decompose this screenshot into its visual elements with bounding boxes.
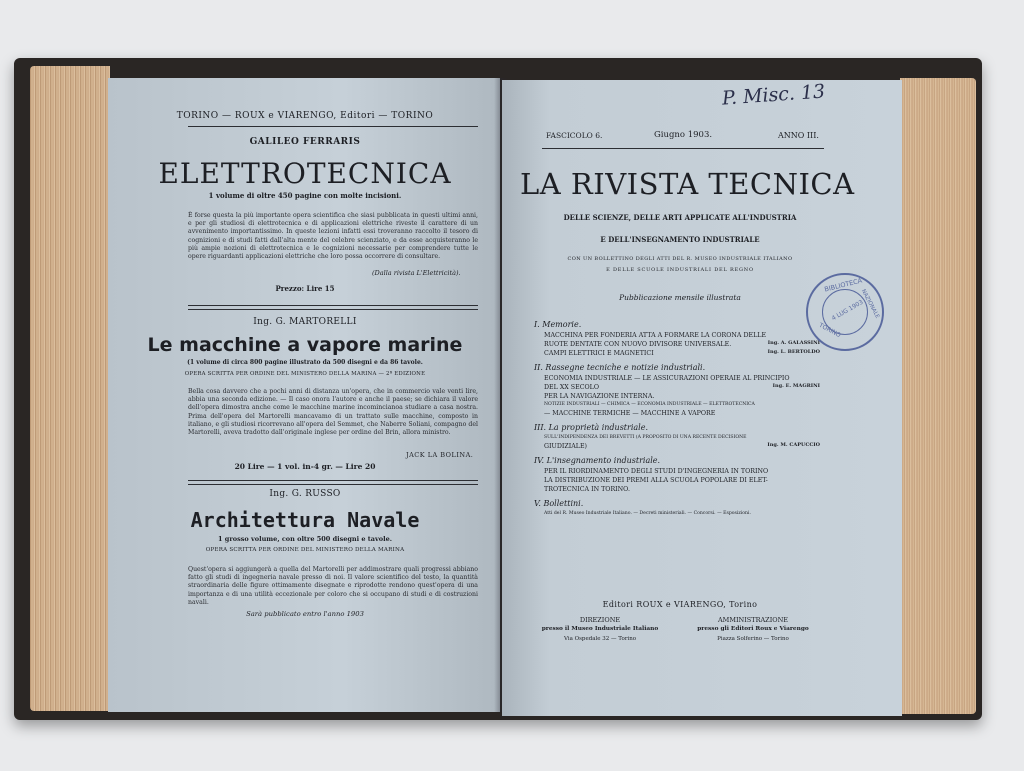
toc-author: Ing. M. CAPUCCIO <box>767 442 820 448</box>
ad1-body: È forse questa la più importante opera scientifica che siasi pubblicata in questi ultimi anni, e per gli studiosi di elettrotecnica e di applicazioni elettriche riveste il carattere di un avvenimento importantissimo. In queste lezioni infatti essi troveranno raccolto il tesoro di cognizioni e di studi fatti dall'alta mente del celebre scienziato, e da esse acquisteranno le più ampie nozioni di elettrotecnica e le cognizioni necessarie per comprendere tutte le opere riguardanti applicazioni elettriche che loro possa occorrere di consultare. <box>188 212 478 261</box>
amministrazione-label: AMMINISTRAZIONE <box>717 616 789 624</box>
ad3-author: Ing. G. RUSSO <box>269 489 341 499</box>
stamp-line-1: BIBLIOTECA <box>823 276 863 294</box>
stamp-date: 4 LUG 1903 <box>830 298 865 323</box>
ad2-author: Ing. G. MARTORELLI <box>253 317 357 327</box>
toc-entry: MACCHINA PER FONDERIA ATTA A FORMARE LA CORONA DELLE <box>544 332 767 339</box>
toc-author: Ing. L. BERTOLDO <box>767 349 820 355</box>
left-header-rule <box>188 126 478 127</box>
direzione-address-1: presso il Museo Industriale Italiano <box>541 626 659 632</box>
journal-title: LA RIVISTA TECNICA <box>520 167 855 201</box>
ad2-title: Le macchine a vapore marine <box>147 334 463 356</box>
direzione-address-2: Via Ospedale 32 — Torino <box>563 636 637 642</box>
toc-section-heading: I. Memorie. <box>534 320 582 329</box>
toc-entry: DEL XX SECOLO <box>544 384 600 391</box>
amministrazione-address-1: presso gli Editori Roux e Viarengo <box>697 626 809 632</box>
masthead-rule <box>542 148 824 149</box>
ad2-divider <box>188 480 478 485</box>
ad2-body: Bella cosa davvero che a pochi anni di distanza un'opera, che in commercio vale venti lire, abbia una seconda edizione. — Il caso onora l'autore e anche il paese; se dichiara il valore dell'opera dimostra anche come le macchine marine incomincianoa studiare a casa nostra. Prima dell'opera del Martorelli mancavamo di un trattato sulle macchine, composto in italiano, e gli studiosi ricorrevano all'opera del Semmet, che Naberre Soliani, compagno del Martorelli, aveva tradotto dall'originale inglese per ordine del Brin, allora ministro. <box>188 388 478 437</box>
ad3-body: Quest'opera si aggiungerà a quella del Martorelli per addimostrare quali progressi abbiano fatto gli studi di ingegneria navale presso di noi. Il valore scientifico del testo, la quantità straordinaria delle figure ottimamente disegnate e riprodotte rendono quest'opera di una importanza e di una utilità eccezionale per coloro che si occupano di studi e di costruzioni navali. <box>188 566 478 606</box>
toc-author: Ing. A. GALASSINI <box>767 340 820 346</box>
toc-entry: NOTIZIE INDUSTRIALI — CHIMICA — ECONOMIA INDUSTRIALE — ELETTROTECNICA <box>544 402 755 407</box>
ad2-price: 20 Lire — 1 vol. in-4 gr. — Lire 20 <box>234 462 376 471</box>
toc-section-heading: II. Rassegne tecniche e notizie industriali. <box>534 363 706 372</box>
toc-section-heading: V. Bollettini. <box>534 499 584 508</box>
ad1-title: ELETTROTECNICA <box>158 157 452 190</box>
left-header: TORINO — ROUX e VIARENGO, Editori — TORINO <box>176 111 434 121</box>
library-stamp <box>806 273 884 351</box>
journal-subtitle-2: E DELL'INSEGNAMENTO INDUSTRIALE <box>600 235 760 244</box>
bollettino-line-1: CON UN BOLLETTINO DEGLI ATTI DEL R. MUSEO INDUSTRIALE ITALIANO <box>567 256 793 262</box>
ad3-subtitle: 1 grosso volume, con oltre 500 disegni e tavole. <box>217 535 392 543</box>
ad1-price: Prezzo: Lire 15 <box>275 284 335 293</box>
toc-entry: GIUDIZIALE) <box>544 443 588 450</box>
toc-entry: RUOTE DENTATE CON NUOVO DIVISORE UNIVERSALE. <box>544 341 732 348</box>
ad3-title: Architettura Navale <box>190 508 420 532</box>
toc-entry: CAMPI ELETTRICI E MAGNETICI <box>544 350 654 357</box>
toc-entry: PER IL RIORDINAMENTO DEGLI STUDI D'INGEGNERIA IN TORINO <box>544 468 769 475</box>
bollettino-line-2: E DELLE SCUOLE INDUSTRIALI DEL REGNO <box>606 267 754 273</box>
toc-entry: PER LA NAVIGAZIONE INTERNA. <box>544 393 655 400</box>
page-edges-left <box>30 66 110 711</box>
toc-entry: — MACCHINE TERMICHE — MACCHINE A VAPORE <box>544 410 716 417</box>
toc-author: Ing. E. MAGRINI <box>772 383 820 389</box>
ad2-subtitle: (1 volume di circa 800 pagine illustrato da 500 disegni e da 86 tavole. <box>187 359 423 366</box>
toc-entry: TROTECNICA IN TORINO. <box>544 486 630 493</box>
fascicolo-label: FASCICOLO 6. <box>546 131 603 140</box>
issue-date: Giugno 1903. <box>654 130 713 140</box>
ad2-signature: JACK LA BOLINA. <box>406 451 474 459</box>
direzione-label: DIREZIONE <box>579 616 621 624</box>
toc-entry: ECONOMIA INDUSTRIALE — LE ASSICURAZIONI OPERAIE AL PRINCIPIO <box>544 375 790 382</box>
stamp-line-3: TORINO <box>817 321 842 340</box>
ad1-divider <box>188 305 478 310</box>
toc-entry: Atti del R. Museo Industriale Italiano. — Decreti ministeriali. — Concorsi. — Esposizioni. <box>544 511 751 516</box>
page-edges-right <box>900 78 976 714</box>
ad1-author: GALILEO FERRARIS <box>249 137 361 147</box>
ad3-subtitle2: OPERA SCRITTA PER ORDINE DEL MINISTERO DELLA MARINA <box>205 547 405 553</box>
amministrazione-address-2: Piazza Solferino — Torino <box>717 636 789 642</box>
ad2-subtitle2: OPERA SCRITTA PER ORDINE DEL MINISTERO DELLA MARINA — 2ª EDIZIONE <box>184 371 426 377</box>
ad3-note: Sarà pubblicato entro l'anno 1903 <box>246 610 364 618</box>
toc-entry: SULL'INDIPENDENZA DEI BREVETTI (A PROPOSITO DI UNA RECENTE DECISIONE <box>544 435 747 440</box>
toc-section-heading: III. La proprietà industriale. <box>534 423 649 432</box>
toc-entry: LA DISTRIBUZIONE DEI PREMI ALLA SCUOLA POPOLARE DI ELET- <box>544 477 768 484</box>
stamp-line-2: NAZIONALE <box>859 288 881 320</box>
periodicity: Pubblicazione mensile illustrata <box>619 293 741 302</box>
ad1-source: (Dalla rivista L'Elettricità). <box>372 269 461 277</box>
publisher: Editori ROUX e VIARENGO, Torino <box>602 600 758 609</box>
ad1-subtitle: 1 volume di oltre 450 pagine con molte incisioni. <box>208 191 402 200</box>
toc-section-heading: IV. L'insegnamento industriale. <box>534 456 661 465</box>
handwritten-shelfmark: P. Misc. 13 <box>721 80 826 110</box>
anno-label: ANNO III. <box>778 131 819 140</box>
journal-subtitle-1: DELLE SCIENZE, DELLE ARTI APPLICATE ALL'INDUSTRIA <box>563 213 797 222</box>
